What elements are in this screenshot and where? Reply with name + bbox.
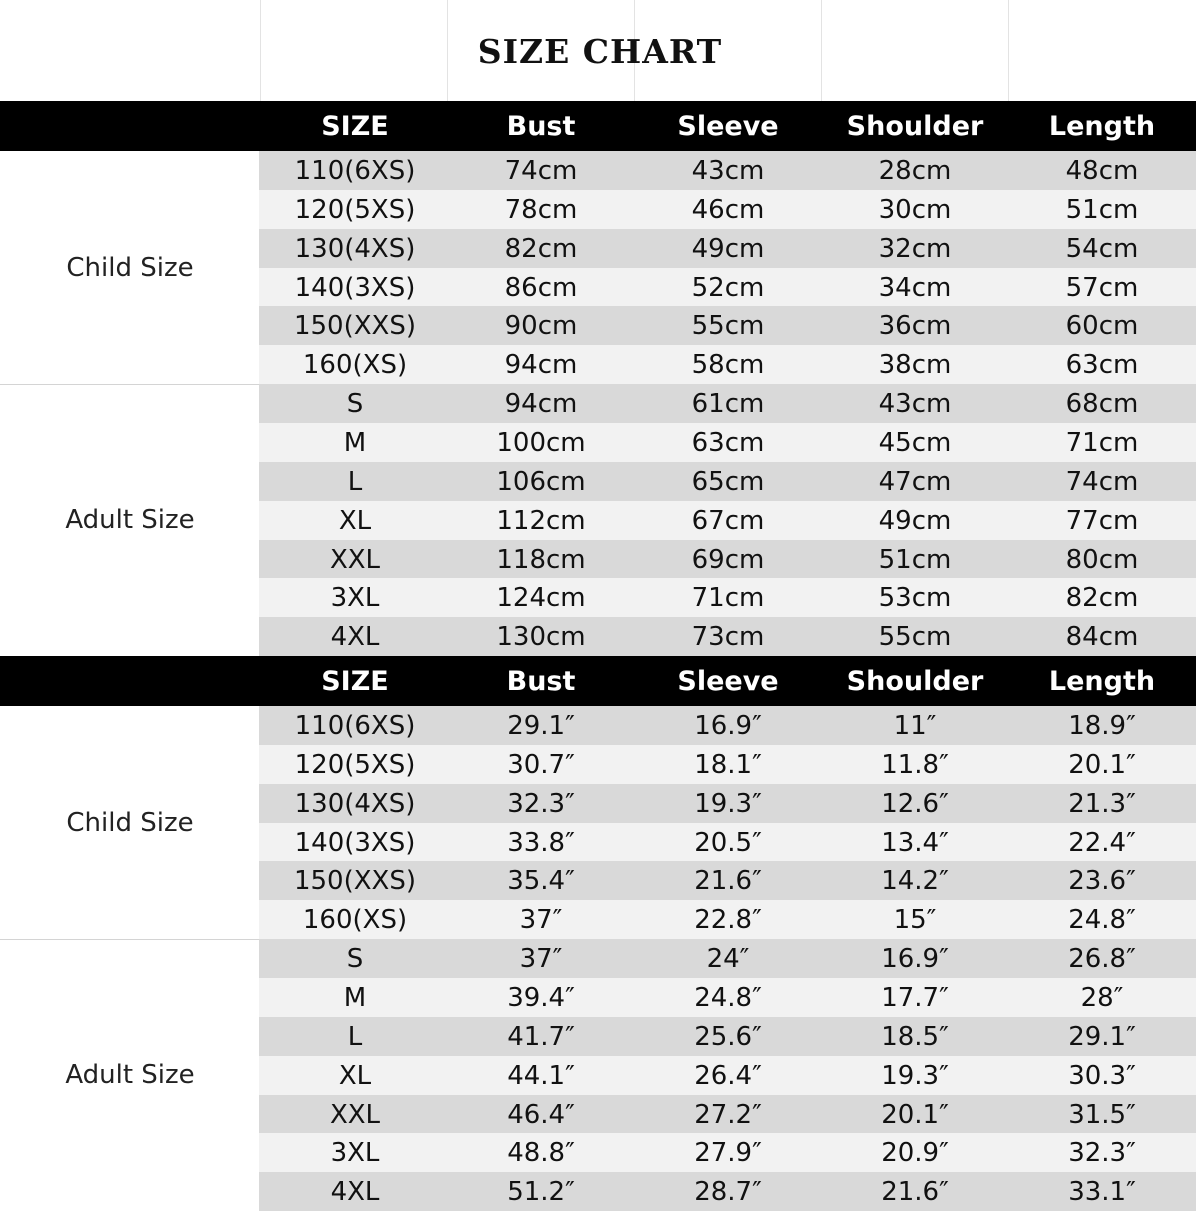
column-header-shoulder: Shoulder bbox=[846, 666, 984, 697]
cell-sleeve: 52cm bbox=[691, 272, 765, 303]
cell-bust: 124cm bbox=[496, 583, 586, 614]
table-row bbox=[259, 151, 1196, 190]
cell-shoulder: 45cm bbox=[878, 427, 952, 458]
cell-sleeve: 20.5″ bbox=[694, 827, 762, 858]
column-header-size: SIZE bbox=[321, 111, 389, 142]
cell-shoulder: 20.1″ bbox=[881, 1099, 949, 1130]
cell-size: 3XL bbox=[330, 1138, 380, 1169]
group-divider bbox=[0, 384, 260, 385]
table-header-row bbox=[0, 656, 1196, 706]
cell-size: XXL bbox=[329, 544, 381, 575]
cell-length: 33.1″ bbox=[1068, 1177, 1136, 1208]
cell-size: 160(XS) bbox=[302, 905, 408, 936]
cell-sleeve: 46cm bbox=[691, 194, 765, 225]
cell-sleeve: 25.6″ bbox=[694, 1021, 762, 1052]
table-row bbox=[259, 501, 1196, 540]
cell-sleeve: 71cm bbox=[691, 583, 765, 614]
table-row bbox=[259, 1017, 1196, 1056]
table-row bbox=[259, 384, 1196, 423]
column-header-size: SIZE bbox=[321, 666, 389, 697]
cell-size: L bbox=[347, 466, 363, 497]
cell-bust: 32.3″ bbox=[507, 788, 575, 819]
cell-bust: 29.1″ bbox=[507, 711, 575, 741]
cell-bust: 90cm bbox=[504, 311, 578, 342]
table-row bbox=[259, 1095, 1196, 1134]
cell-bust: 118cm bbox=[496, 544, 586, 575]
table-row bbox=[259, 540, 1196, 579]
table-row bbox=[259, 939, 1196, 978]
cell-size: 130(4XS) bbox=[294, 233, 416, 264]
cell-sleeve: 19.3″ bbox=[694, 788, 762, 819]
table-row bbox=[259, 823, 1196, 862]
table-row bbox=[259, 784, 1196, 823]
cell-shoulder: 28cm bbox=[878, 156, 952, 186]
cell-bust: 86cm bbox=[504, 272, 578, 303]
cell-sleeve: 21.6″ bbox=[694, 866, 762, 897]
cell-size: S bbox=[346, 389, 364, 420]
table-row bbox=[259, 229, 1196, 268]
cell-bust: 37″ bbox=[519, 944, 563, 975]
cell-bust: 82cm bbox=[504, 233, 578, 264]
cell-bust: 94cm bbox=[504, 350, 578, 381]
cell-size: 120(5XS) bbox=[294, 194, 416, 225]
table-row bbox=[259, 190, 1196, 229]
cell-bust: 94cm bbox=[504, 389, 578, 420]
cell-length: 77cm bbox=[1065, 505, 1139, 536]
table-header-row bbox=[0, 101, 1196, 151]
cell-length: 20.1″ bbox=[1068, 749, 1136, 780]
cell-bust: 46.4″ bbox=[507, 1099, 575, 1130]
column-header-bust: Bust bbox=[506, 111, 576, 142]
title-bar bbox=[0, 0, 1200, 102]
cell-bust: 37″ bbox=[519, 905, 563, 936]
table-row bbox=[259, 1056, 1196, 1095]
chart-title: SIZE CHART bbox=[477, 32, 723, 71]
table-row bbox=[259, 617, 1196, 656]
cell-shoulder: 38cm bbox=[878, 350, 952, 381]
table-row bbox=[259, 578, 1196, 617]
cell-shoulder: 19.3″ bbox=[881, 1060, 949, 1091]
cell-shoulder: 17.7″ bbox=[881, 982, 949, 1013]
cell-size: 120(5XS) bbox=[294, 749, 416, 780]
cell-sleeve: 49cm bbox=[691, 233, 765, 264]
cell-bust: 33.8″ bbox=[507, 827, 575, 858]
table-row bbox=[259, 345, 1196, 384]
cell-length: 63cm bbox=[1065, 350, 1139, 381]
cell-size: 150(XXS) bbox=[293, 311, 417, 342]
cell-size: S bbox=[346, 944, 364, 975]
cell-bust: 74cm bbox=[504, 156, 578, 186]
cell-length: 71cm bbox=[1065, 427, 1139, 458]
cell-sleeve: 69cm bbox=[691, 544, 765, 575]
cell-bust: 106cm bbox=[496, 466, 586, 497]
table-row bbox=[259, 900, 1196, 939]
cell-bust: 100cm bbox=[496, 427, 586, 458]
cell-length: 54cm bbox=[1065, 233, 1139, 264]
cell-sleeve: 27.2″ bbox=[694, 1099, 762, 1130]
table-row bbox=[259, 462, 1196, 501]
group-label-child-size: Child Size bbox=[66, 252, 194, 283]
cell-size: 4XL bbox=[330, 622, 380, 653]
cell-size: 160(XS) bbox=[302, 350, 408, 381]
group-divider bbox=[0, 939, 260, 940]
cell-bust: 48.8″ bbox=[507, 1138, 575, 1169]
table-row bbox=[259, 978, 1196, 1017]
cell-size: L bbox=[347, 1021, 363, 1052]
cell-length: 22.4″ bbox=[1068, 827, 1136, 858]
cell-sleeve: 18.1″ bbox=[694, 749, 762, 780]
column-header-bust: Bust bbox=[506, 666, 576, 697]
cell-shoulder: 14.2″ bbox=[881, 866, 949, 897]
cell-sleeve: 58cm bbox=[691, 350, 765, 381]
cell-sleeve: 24″ bbox=[706, 944, 750, 975]
cell-shoulder: 34cm bbox=[878, 272, 952, 303]
cell-length: 28″ bbox=[1080, 982, 1124, 1013]
cell-length: 32.3″ bbox=[1068, 1138, 1136, 1169]
cell-length: 82cm bbox=[1065, 583, 1139, 614]
table-row bbox=[259, 268, 1196, 307]
table-row bbox=[259, 745, 1196, 784]
cell-length: 23.6″ bbox=[1068, 866, 1136, 897]
cell-shoulder: 30cm bbox=[878, 194, 952, 225]
column-header-sleeve: Sleeve bbox=[677, 666, 779, 697]
cell-bust: 35.4″ bbox=[507, 866, 575, 897]
cell-shoulder: 15″ bbox=[893, 905, 937, 936]
cell-shoulder: 53cm bbox=[878, 583, 952, 614]
cell-sleeve: 65cm bbox=[691, 466, 765, 497]
cell-length: 26.8″ bbox=[1068, 944, 1136, 975]
column-header-sleeve: Sleeve bbox=[677, 111, 779, 142]
table-row bbox=[259, 1133, 1196, 1172]
cell-sleeve: 55cm bbox=[691, 311, 765, 342]
cell-length: 29.1″ bbox=[1068, 1021, 1136, 1052]
column-header-shoulder: Shoulder bbox=[846, 111, 984, 142]
group-label-adult-size: Adult Size bbox=[65, 505, 195, 536]
cell-shoulder: 16.9″ bbox=[881, 944, 949, 975]
column-header-length: Length bbox=[1048, 111, 1156, 142]
cell-length: 68cm bbox=[1065, 389, 1139, 420]
cell-sleeve: 26.4″ bbox=[694, 1060, 762, 1091]
group-label-child-size: Child Size bbox=[66, 807, 194, 838]
cell-sleeve: 24.8″ bbox=[694, 982, 762, 1013]
cell-shoulder: 12.6″ bbox=[881, 788, 949, 819]
cell-sleeve: 22.8″ bbox=[694, 905, 762, 936]
cell-shoulder: 49cm bbox=[878, 505, 952, 536]
cell-sleeve: 16.9″ bbox=[694, 711, 762, 741]
cell-length: 24.8″ bbox=[1068, 905, 1136, 936]
cell-sleeve: 63cm bbox=[691, 427, 765, 458]
cell-bust: 78cm bbox=[504, 194, 578, 225]
cell-shoulder: 51cm bbox=[878, 544, 952, 575]
cell-size: XL bbox=[338, 505, 372, 536]
cell-length: 48cm bbox=[1065, 156, 1139, 186]
cell-size: 140(3XS) bbox=[294, 827, 416, 858]
cell-shoulder: 32cm bbox=[878, 233, 952, 264]
cell-size: 3XL bbox=[330, 583, 380, 614]
cell-length: 31.5″ bbox=[1068, 1099, 1136, 1130]
cell-bust: 130cm bbox=[496, 622, 586, 653]
cell-size: M bbox=[343, 427, 367, 458]
cell-bust: 112cm bbox=[496, 505, 586, 536]
cell-sleeve: 61cm bbox=[691, 389, 765, 420]
cell-length: 57cm bbox=[1065, 272, 1139, 303]
cell-shoulder: 18.5″ bbox=[881, 1021, 949, 1052]
cell-length: 51cm bbox=[1065, 194, 1139, 225]
cell-size: XXL bbox=[329, 1099, 381, 1130]
cell-sleeve: 43cm bbox=[691, 156, 765, 186]
table-row bbox=[259, 423, 1196, 462]
cell-length: 80cm bbox=[1065, 544, 1139, 575]
cell-size: 130(4XS) bbox=[294, 788, 416, 819]
table-row bbox=[259, 306, 1196, 345]
cell-bust: 30.7″ bbox=[507, 749, 575, 780]
right-margin bbox=[1196, 0, 1200, 1207]
cell-size: XL bbox=[338, 1060, 372, 1091]
cell-bust: 51.2″ bbox=[507, 1177, 575, 1208]
cell-shoulder: 36cm bbox=[878, 311, 952, 342]
cell-length: 21.3″ bbox=[1068, 788, 1136, 819]
cell-size: 110(6XS) bbox=[294, 156, 416, 186]
cell-size: 140(3XS) bbox=[294, 272, 416, 303]
cell-size: M bbox=[343, 982, 367, 1013]
cell-shoulder: 21.6″ bbox=[881, 1177, 949, 1208]
cell-bust: 44.1″ bbox=[507, 1060, 575, 1091]
cell-shoulder: 43cm bbox=[878, 389, 952, 420]
cell-sleeve: 73cm bbox=[691, 622, 765, 653]
table-row bbox=[259, 861, 1196, 900]
cell-shoulder: 11.8″ bbox=[881, 749, 949, 780]
column-header-length: Length bbox=[1048, 666, 1156, 697]
cell-size: 110(6XS) bbox=[294, 711, 416, 741]
cell-sleeve: 67cm bbox=[691, 505, 765, 536]
cell-size: 150(XXS) bbox=[293, 866, 417, 897]
cell-sleeve: 28.7″ bbox=[694, 1177, 762, 1208]
cell-length: 74cm bbox=[1065, 466, 1139, 497]
cell-bust: 39.4″ bbox=[507, 982, 575, 1013]
cell-sleeve: 27.9″ bbox=[694, 1138, 762, 1169]
table-row bbox=[259, 1172, 1196, 1211]
cell-shoulder: 47cm bbox=[878, 466, 952, 497]
group-label-adult-size: Adult Size bbox=[65, 1060, 195, 1091]
cell-shoulder: 13.4″ bbox=[881, 827, 949, 858]
cell-length: 84cm bbox=[1065, 622, 1139, 653]
cell-shoulder: 11″ bbox=[893, 711, 937, 741]
cell-length: 30.3″ bbox=[1068, 1060, 1136, 1091]
cell-bust: 41.7″ bbox=[507, 1021, 575, 1052]
cell-shoulder: 55cm bbox=[878, 622, 952, 653]
table-row bbox=[259, 706, 1196, 745]
cell-size: 4XL bbox=[330, 1177, 380, 1208]
cell-length: 18.9″ bbox=[1068, 711, 1136, 741]
cell-shoulder: 20.9″ bbox=[881, 1138, 949, 1169]
cell-length: 60cm bbox=[1065, 311, 1139, 342]
